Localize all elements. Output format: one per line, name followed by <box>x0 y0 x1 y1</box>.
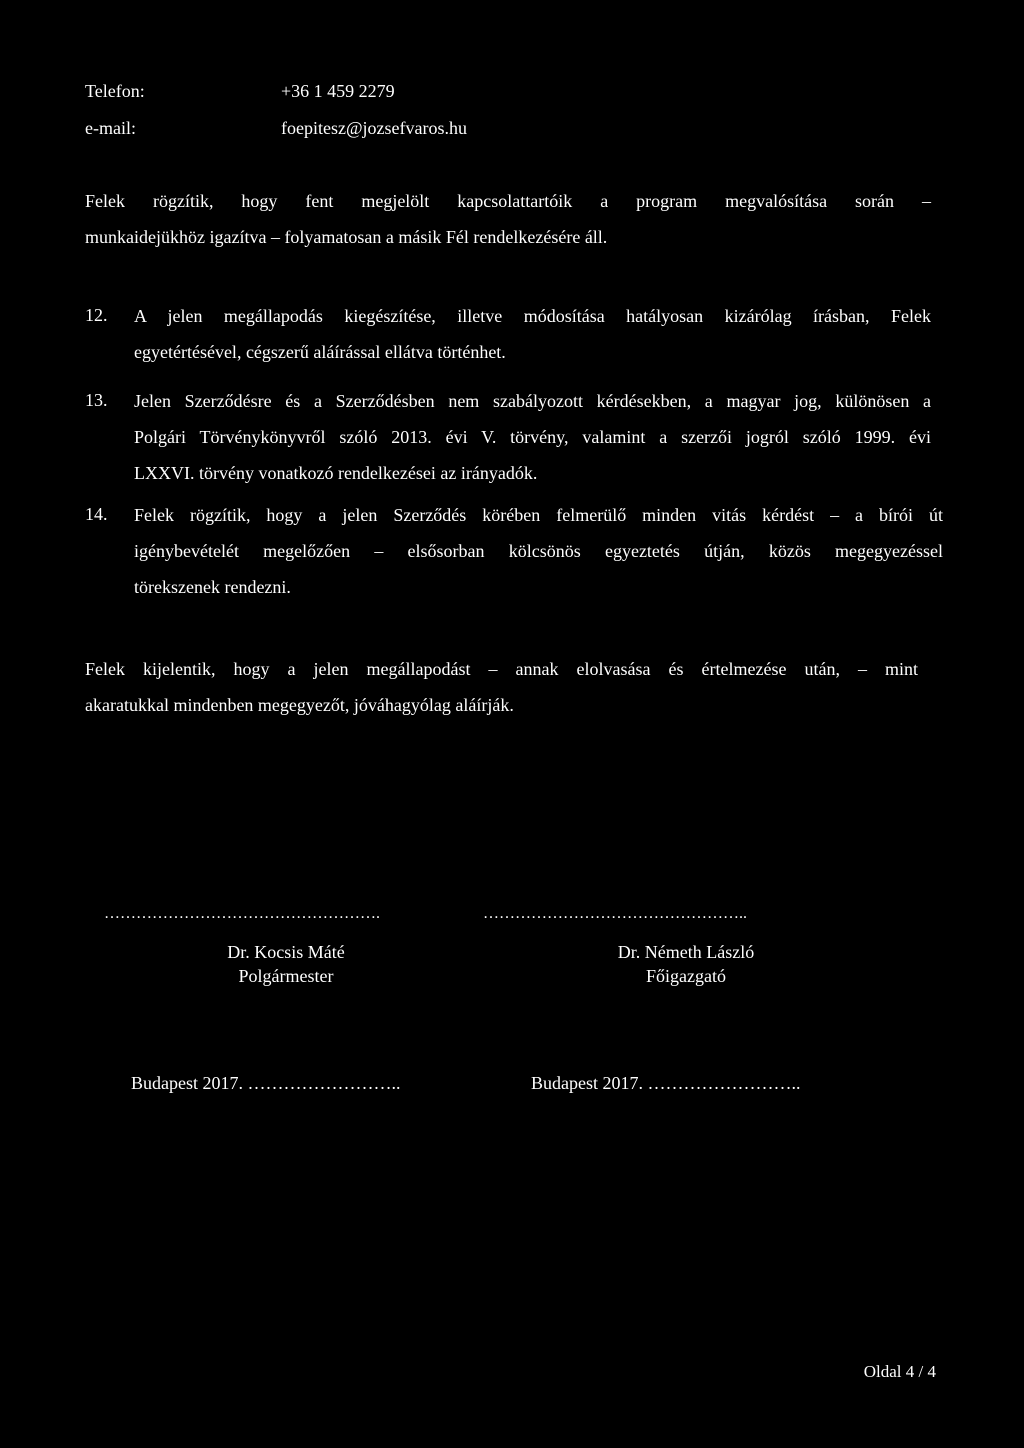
intro-paragraph <box>85 183 931 255</box>
page-number: Oldal 4 / 4 <box>863 1362 936 1381</box>
clause-13-line-1: Jelen Szerződésre és a Szerződésben nem szabályozott kérdésekben, a magyar jog, különösen a <box>134 391 931 411</box>
clause-14-line-2: igénybevételét megelőzően – elsősorban kölcsönös egyeztetés útján, közös megegyezéssel <box>134 541 943 561</box>
right-signatory-name: Dr. Németh László <box>617 942 755 962</box>
left-place-date: Budapest 2017. …………………….. <box>131 1073 401 1093</box>
intro-line-1: Felek rögzítik, hogy fent megjelölt kapcsolattartóik a program megvalósítása során – <box>85 191 931 211</box>
closing-paragraph <box>85 651 918 723</box>
closing-line-1: Felek kijelentik, hogy a jelen megállapodást – annak elolvasása és értelmezése után, – mint <box>85 659 918 679</box>
clause-13-number: 13. <box>85 390 108 410</box>
clause-13-line-2: Polgári Törvénykönyvről szóló 2013. évi V. törvény, valamint a szerzői jogról szóló 1999. évi <box>134 427 931 447</box>
right-signatory-title: Főigazgató <box>646 966 726 986</box>
intro-line-2: munkaidejükhöz igazítva – folyamatosan a másik Fél rendelkezésére áll. <box>85 227 608 247</box>
email-label: e-mail: <box>85 118 136 138</box>
closing-line-2: akaratukkal mindenben megegyezőt, jóváhagyólag aláírják. <box>85 695 514 715</box>
clause-12-line-2: egyetértésével, cégszerű aláírással ellátva történhet. <box>134 342 506 362</box>
right-place-date: Budapest 2017. …………………….. <box>531 1073 801 1093</box>
clause-13-text <box>134 383 931 491</box>
clause-12-number: 12. <box>85 305 108 325</box>
left-signatory-title: Polgármester <box>238 966 334 986</box>
clause-12-text <box>134 298 931 370</box>
right-signature-line: ………………………………………….. <box>483 905 747 922</box>
left-signatory-name: Dr. Kocsis Máté <box>227 942 345 962</box>
phone-value: +36 1 459 2279 <box>281 81 395 101</box>
clause-14-line-1: Felek rögzítik, hogy a jelen Szerződés körében felmerülő minden vitás kérdést – a bírói út <box>134 505 943 525</box>
left-signature-line: ……………………………………………. <box>104 905 380 922</box>
phone-label: Telefon: <box>85 81 145 101</box>
email-value: foepitesz@jozsefvaros.hu <box>281 118 468 138</box>
clause-13-line-3: LXXVI. törvény vonatkozó rendelkezései az irányadók. <box>134 463 538 483</box>
clause-14-number: 14. <box>85 504 108 524</box>
clause-12-line-1: A jelen megállapodás kiegészítése, illetve módosítása hatályosan kizárólag írásban, Felek <box>134 306 931 326</box>
clause-14-text <box>134 497 943 605</box>
clause-14-line-3: törekszenek rendezni. <box>134 577 291 597</box>
